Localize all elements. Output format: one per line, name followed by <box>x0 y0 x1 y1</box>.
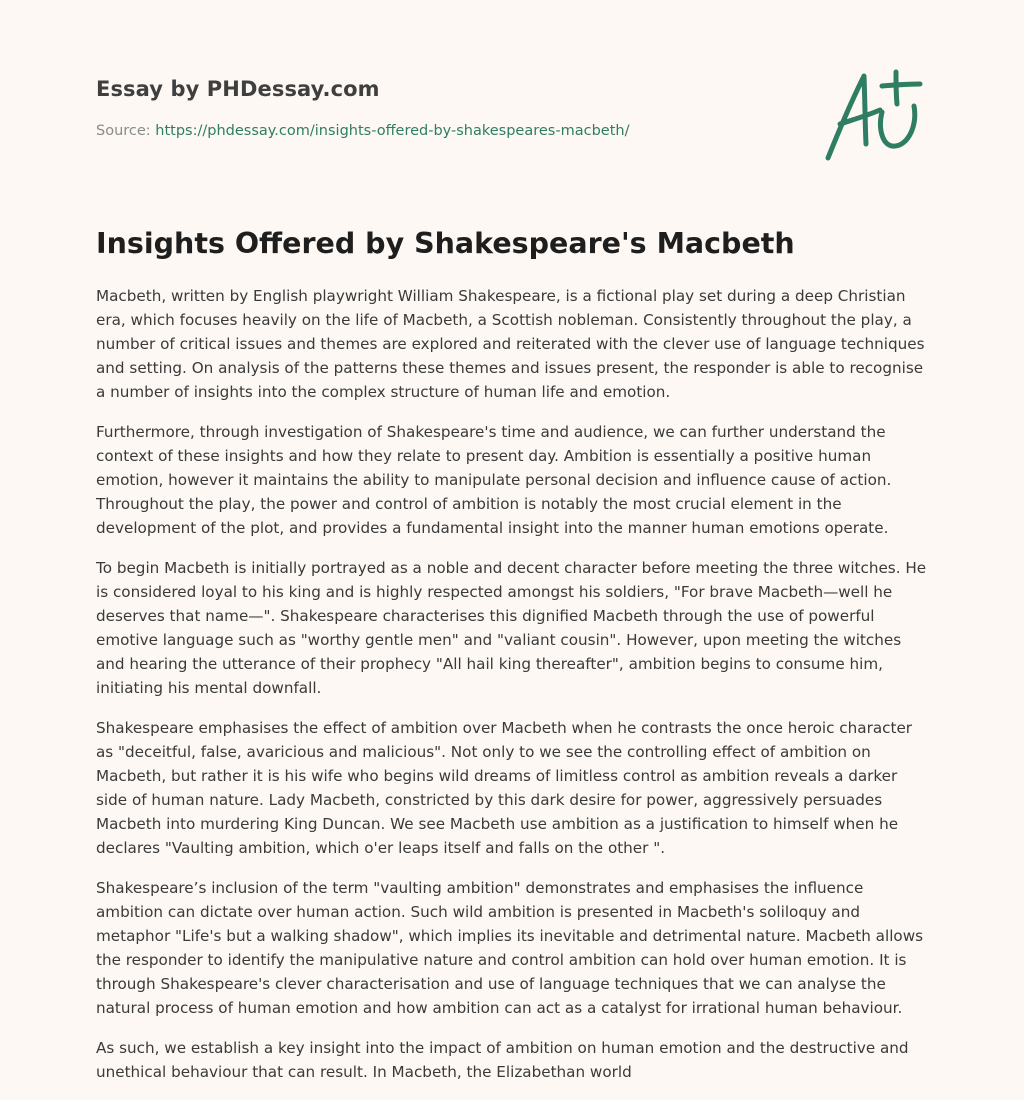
essay-paragraph: As such, we establish a key insight into the impact of ambition on human emotion and the destructive and unethical behaviour that can result. In Macbeth, the Elizabethan world <box>96 1039 909 1081</box>
source-label: Source: <box>96 123 151 139</box>
essay-paragraph: Shakespeare emphasises the effect of ambition over Macbeth when he contrasts the once heroic character as "deceitful, false, avaricious and malicious". Not only to we see the controlling effect of ambition on Macbeth, but rather it is his wife who begins wild dreams of limitless control as ambition reveals a darker side of human nature. Lady Macbeth, constricted by this dark desire for power, aggressively persuades Macbeth into murdering King Duncan. We see Macbeth use ambition as a justification to himself when he declares "Vaulting ambition, which o'er leaps itself and falls on the other ". <box>96 719 913 857</box>
a-plus-logo-icon <box>822 66 926 164</box>
essay-title: Insights Offered by Shakespeare's Macbeth <box>96 227 795 260</box>
essay-paragraph: Furthermore, through investigation of Shakespeare's time and audience, we can further understand the context of these insights and how they relate to present day. Ambition is essentially a positive human emotion, however it maintains the ability to manipulate personal decision and influence cause of action. Throughout the play, the power and control of ambition is notably the most crucial element in the development of the plot, and provides a fundamental insight into the manner human emotions operate. <box>96 423 892 537</box>
essay-paragraph: To begin Macbeth is initially portrayed as a noble and decent character before meeting the three witches. He is considered loyal to his king and is highly respected amongst his soldiers, "For brave Macbeth—well he deserves that name—". Shakespeare characterises this dignified Macbeth through the use of powerful emotive language such as "worthy gentle men" and "valiant cousin". However, upon meeting the witches and hearing the utterance of their prophecy "All hail king thereafter", ambition begins to consume him, initiating his mental downfall. <box>96 559 927 697</box>
source-link[interactable]: https://phdessay.com/insights-offered-by-shakespeares-macbeth/ <box>155 123 630 139</box>
essay-paragraph: Macbeth, written by English playwright William Shakespeare, is a fictional play set during a deep Christian era, which focuses heavily on the life of Macbeth, a Scottish nobleman. Consistently throughout the play, a number of critical issues and themes are explored and reiterated with the clever use of language techniques and setting. On analysis of the patterns these themes and issues present, the responder is able to recognise a number of insights into the complex structure of human life and emotion. <box>96 287 925 401</box>
source-line <box>96 123 629 139</box>
essay-body <box>96 284 928 1100</box>
brand-title: Essay by PHDessay.com <box>96 77 380 101</box>
essay-paragraph: Shakespeare’s inclusion of the term "vaulting ambition" demonstrates and emphasises the influence ambition can dictate over human action. Such wild ambition is presented in Macbeth's soliloquy and metaphor "Life's but a walking shadow", which implies its inevitable and detrimental nature. Macbeth allows the responder to identify the manipulative nature and control ambition can hold over human emotion. It is through Shakespeare's clever characterisation and use of language techniques that we can analyse the natural process of human emotion and how ambition can act as a catalyst for irrational human behaviour. <box>96 879 924 1017</box>
